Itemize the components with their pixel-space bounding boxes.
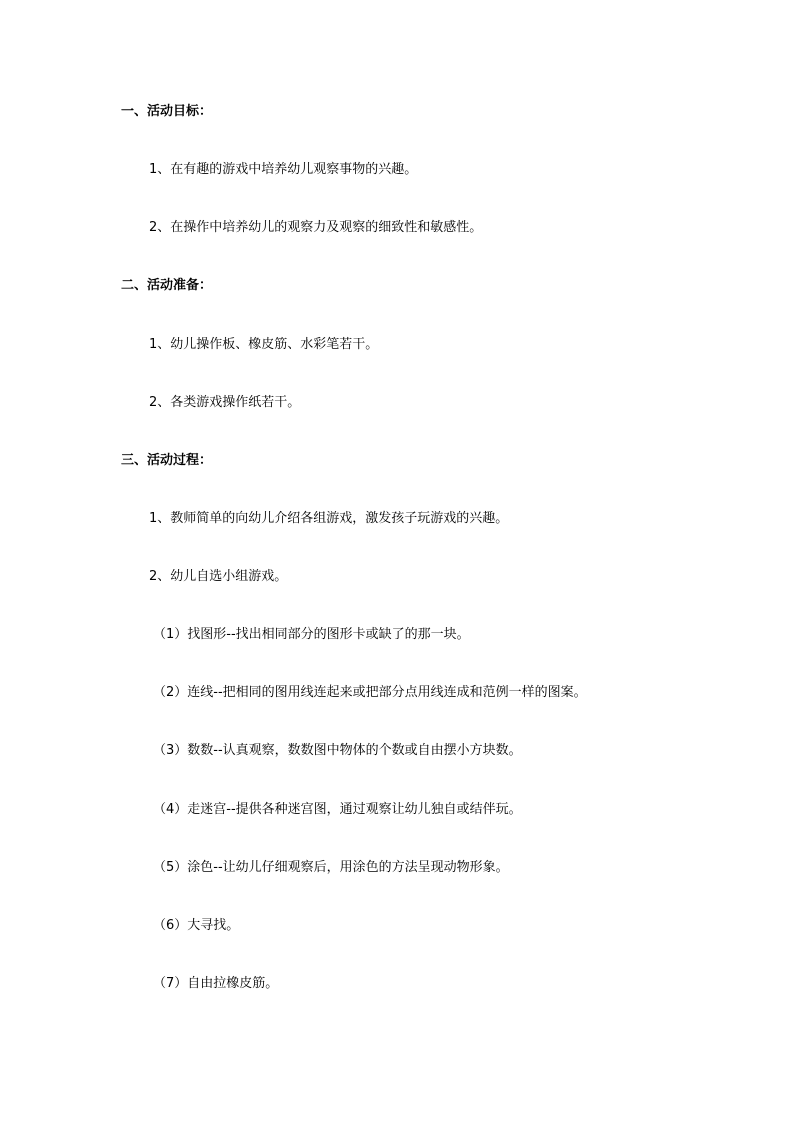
game-item-4: （4）走迷宫--提供各种迷宫图，通过观察让幼儿独自或结伴玩。	[153, 802, 522, 817]
section-heading-process: 三、活动过程：	[121, 453, 213, 468]
preparation-item-1: 1、幼儿操作板、橡皮筋、水彩笔若干。	[149, 337, 379, 352]
preparation-item-2: 2、各类游戏操作纸若干。	[149, 395, 301, 410]
process-item-2: 2、幼儿自选小组游戏。	[149, 569, 288, 584]
game-item-3: （3）数数--认真观察，数数图中物体的个数或自由摆小方块数。	[153, 743, 522, 758]
section-heading-goals: 一、活动目标：	[121, 104, 213, 119]
game-item-6: （6）大寻找。	[153, 918, 240, 933]
game-item-2: （2）连线--把相同的图用线连起来或把部分点用线连成和范例一样的图案。	[153, 685, 587, 700]
goal-item-1: 1、在有趣的游戏中培养幼儿观察事物的兴趣。	[149, 162, 418, 177]
goal-item-2: 2、在操作中培养幼儿的观察力及观察的细致性和敏感性。	[149, 220, 483, 235]
game-item-1: （1）找图形--找出相同部分的图形卡或缺了的那一块。	[153, 627, 470, 642]
game-item-5: （5）涂色--让幼儿仔细观察后，用涂色的方法呈现动物形象。	[153, 860, 509, 875]
process-item-1: 1、教师简单的向幼儿介绍各组游戏，激发孩子玩游戏的兴趣。	[149, 511, 509, 526]
game-item-7: （7）自由拉橡皮筋。	[153, 976, 279, 991]
section-heading-preparation: 二、活动准备：	[121, 278, 213, 293]
